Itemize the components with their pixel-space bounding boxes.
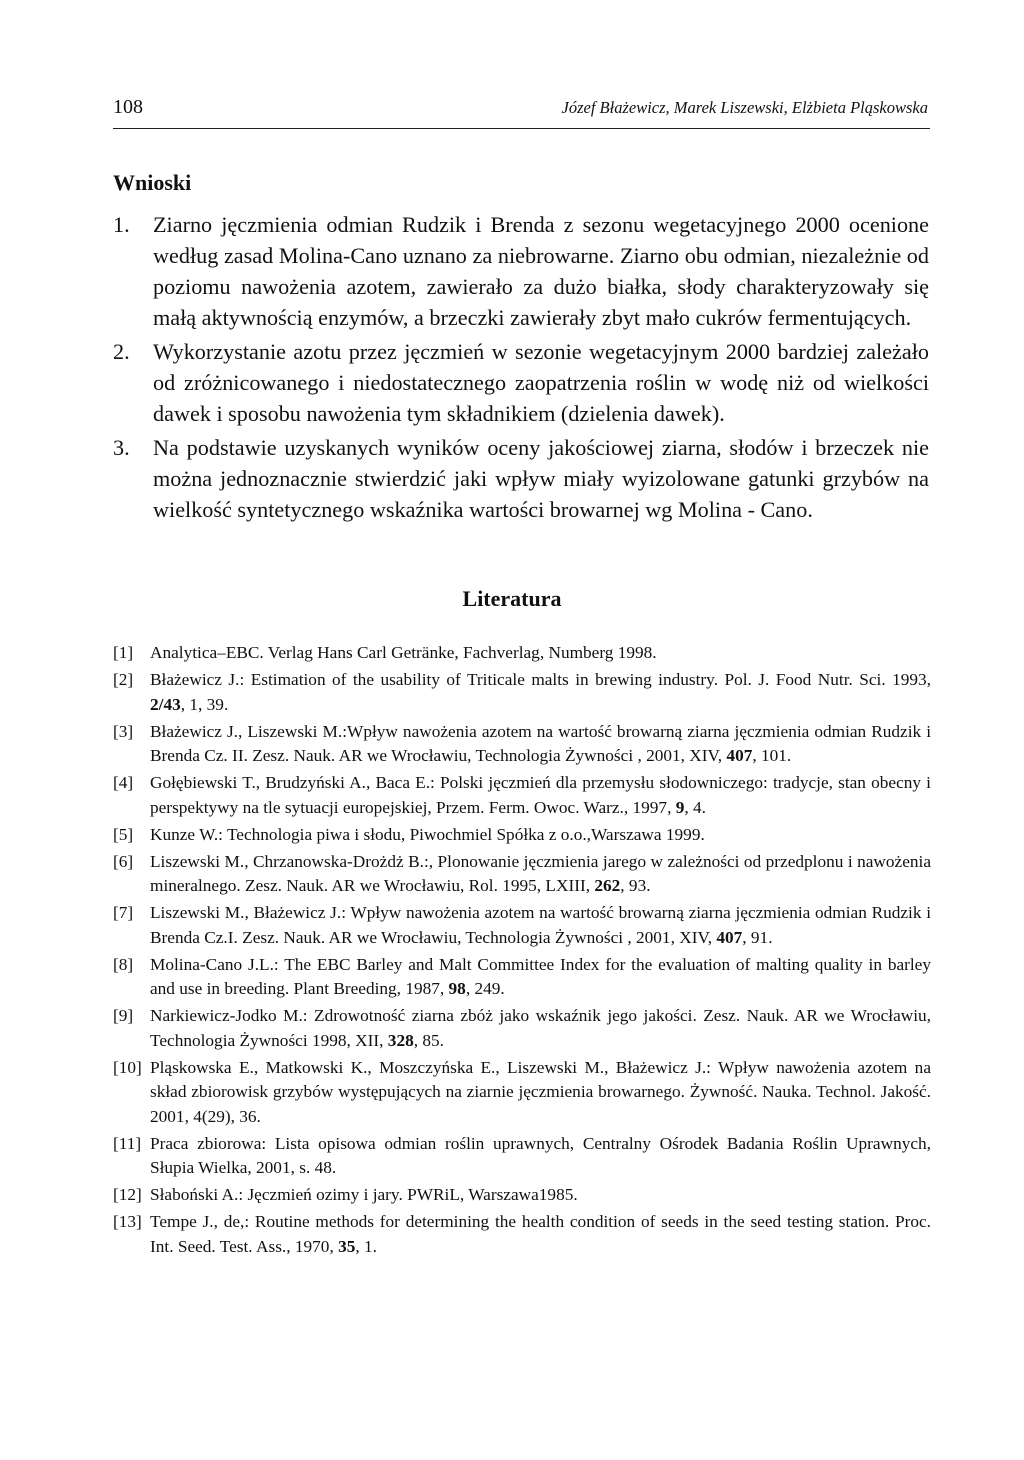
- conclusion-item: [113, 336, 929, 429]
- reference-number: [5]: [113, 824, 134, 844]
- conclusion-number: 2.: [113, 339, 130, 364]
- reference-pages: , 85.: [413, 1030, 444, 1050]
- reference-volume: 328: [387, 1030, 414, 1050]
- reference-volume: 35: [338, 1236, 356, 1256]
- reference-volume: 407: [716, 927, 743, 947]
- conclusion-text: Ziarno jęczmienia odmian Rudzik i Brenda z sezonu wegetacyjnego 2000 ocenione według zasad Molina-Cano uznano za niebrowarne. Ziarno obu odmian, niezależnie od poziomu nawożenia azotem, zawierało za dużo białka, słody charakteryzowały się małą aktywnością enzymów, a brzeczki zawierały zbyt mało cukrów fermentujących.: [153, 212, 929, 330]
- reference-volume: 98: [448, 979, 466, 998]
- reference-number: [8]: [113, 954, 134, 974]
- reference-item: [113, 1210, 931, 1259]
- conclusion-number: 3.: [113, 435, 130, 460]
- reference-item: [113, 641, 931, 666]
- literature-heading: Literatura: [462, 586, 562, 611]
- reference-item: [113, 823, 931, 848]
- running-title-authors: Józef Błażewicz, Marek Liszewski, Elżbieta Pląskowska: [561, 98, 928, 117]
- reference-pages: , 249.: [465, 979, 505, 998]
- reference-pages: , 1, 39.: [180, 694, 229, 714]
- reference-text: Liszewski M., Błażewicz J.: Wpływ nawożenia azotem na wartość browarną ziarna jęczmienia odmian Rudzik i Brenda Cz.I. Zesz. Nauk. AR we Wrocławiu, Technologia Żywności , 2001, XIV,: [150, 903, 931, 947]
- reference-text: Słaboński A.: Jęczmień ozimy i jary. PWRiL, Warszawa1985.: [150, 1185, 578, 1204]
- reference-text: Molina-Cano J.L.: The EBC Barley and Malt Committee Index for the evaluation of malting quality in barley and use in breeding. Plant Breeding, 1987,: [150, 954, 931, 998]
- reference-text: Analytica–EBC. Verlag Hans Carl Getränke, Fachverlag, Numberg 1998.: [150, 643, 657, 662]
- reference-item: [113, 1132, 931, 1181]
- reference-number: [3]: [113, 721, 134, 741]
- conclusion-text: Na podstawie uzyskanych wyników oceny jakościowej ziarna, słodów i brzeczek nie można jednoznacznie stwierdzić jaki wpływ miały wyizolowane gatunki grzybów na wielkość syntetycznego wskaźnika wartości browarnej wg Molina - Cano.: [153, 435, 929, 522]
- reference-text: Błażewicz J.: Estimation of the usability of Triticale malts in brewing industry. Pol. J. Food Nutr. Sci. 1993,: [150, 670, 931, 689]
- reference-pages: , 91.: [742, 927, 773, 947]
- reference-number: [4]: [113, 773, 134, 792]
- reference-number: [10]: [113, 1057, 142, 1077]
- reference-text: Liszewski M., Chrzanowska-Drożdż B.:, Plonowanie jęczmienia jarego w zależności od przedplonu i nawożenia mineralnego. Zesz. Nauk. AR we Wrocławiu, Rol. 1995, LXIII,: [150, 851, 931, 895]
- reference-item: [113, 771, 931, 820]
- conclusions-list: [113, 209, 929, 528]
- reference-pages: , 93.: [620, 876, 651, 895]
- conclusion-text: Wykorzystanie azotu przez jęczmień w sezonie wegetacyjnym 2000 bardziej zależało od zróżnicowanego i niedostatecznego zaopatrzenia roślin w wodę niż od wielkości dawek i sposobu nawożenia tym składnikiem (dzielenia dawek).: [153, 339, 929, 426]
- reference-text: Praca zbiorowa: Lista opisowa odmian roślin uprawnych, Centralny Ośrodek Badania Roślin Uprawnych, Słupia Wielka, 2001, s. 48.: [150, 1133, 931, 1177]
- reference-volume: 9: [675, 797, 685, 817]
- reference-text: Błażewicz J., Liszewski M.:Wpływ nawożenia azotem na wartość browarną ziarna jęczmienia odmian Rudzik i Brenda Cz. II. Zesz. Nauk. AR we Wrocławiu, Technologia Żywności , 2001, XIV,: [150, 721, 931, 765]
- reference-text: Gołębiewski T., Brudzyński A., Baca E.: Polski jęczmień dla przemysłu słodowniczego: tradycje, stan obecny i perspektywy na tle sytuacji europejskiej, Przem. Ferm. Owoc. Warz., 1997,: [150, 773, 931, 817]
- reference-item: [113, 1183, 931, 1208]
- reference-number: [11]: [113, 1133, 142, 1153]
- conclusions-heading: Wnioski: [113, 170, 192, 195]
- conclusion-item: [113, 209, 929, 333]
- reference-number: [6]: [113, 851, 134, 871]
- reference-item: [113, 953, 931, 1002]
- reference-item: [113, 720, 931, 769]
- reference-volume: 262: [594, 876, 621, 895]
- reference-item: [113, 1004, 931, 1053]
- reference-list: [113, 641, 931, 1262]
- reference-text: Narkiewicz-Jodko M.: Zdrowotność ziarna zbóż jako wskaźnik jego jakości. Zesz. Nauk. AR we Wrocławiu, Technologia Żywności 1998, XII,: [150, 1006, 931, 1050]
- reference-item: [113, 668, 931, 717]
- reference-number: [7]: [113, 903, 134, 922]
- reference-text: Tempe J., de,: Routine methods for determining the health condition of seeds in the seed testing station. Proc. Int. Seed. Test. Ass., 1970,: [150, 1212, 931, 1256]
- reference-item: [113, 901, 931, 950]
- reference-number: [9]: [113, 1006, 134, 1025]
- reference-number: [1]: [113, 643, 134, 662]
- reference-text: Pląskowska E., Matkowski K., Moszczyńska E., Liszewski M., Błażewicz J.: Wpływ nawożenia azotem na skład zbiorowisk grzybów występujących na ziarnie jęczmienia browarnego. Żywność. Nauka. Technol. Jakość. 2001, 4(29), 36.: [150, 1057, 931, 1126]
- reference-number: [2]: [113, 670, 134, 689]
- reference-number: [12]: [113, 1185, 142, 1204]
- running-header: [113, 96, 930, 129]
- reference-item: [113, 1056, 931, 1130]
- reference-text: Kunze W.: Technologia piwa i słodu, Piwochmiel Spółka z o.o.,Warszawa 1999.: [150, 824, 705, 844]
- reference-pages: , 1.: [355, 1236, 377, 1256]
- reference-item: [113, 850, 931, 899]
- reference-volume: 2/43: [150, 694, 181, 714]
- reference-pages: , 101.: [752, 746, 792, 765]
- reference-volume: 407: [726, 746, 753, 765]
- conclusion-number: 1.: [113, 212, 130, 237]
- conclusion-item: [113, 432, 929, 525]
- reference-pages: , 4.: [684, 797, 706, 817]
- page-number: 108: [113, 96, 143, 118]
- reference-number: [13]: [113, 1212, 142, 1231]
